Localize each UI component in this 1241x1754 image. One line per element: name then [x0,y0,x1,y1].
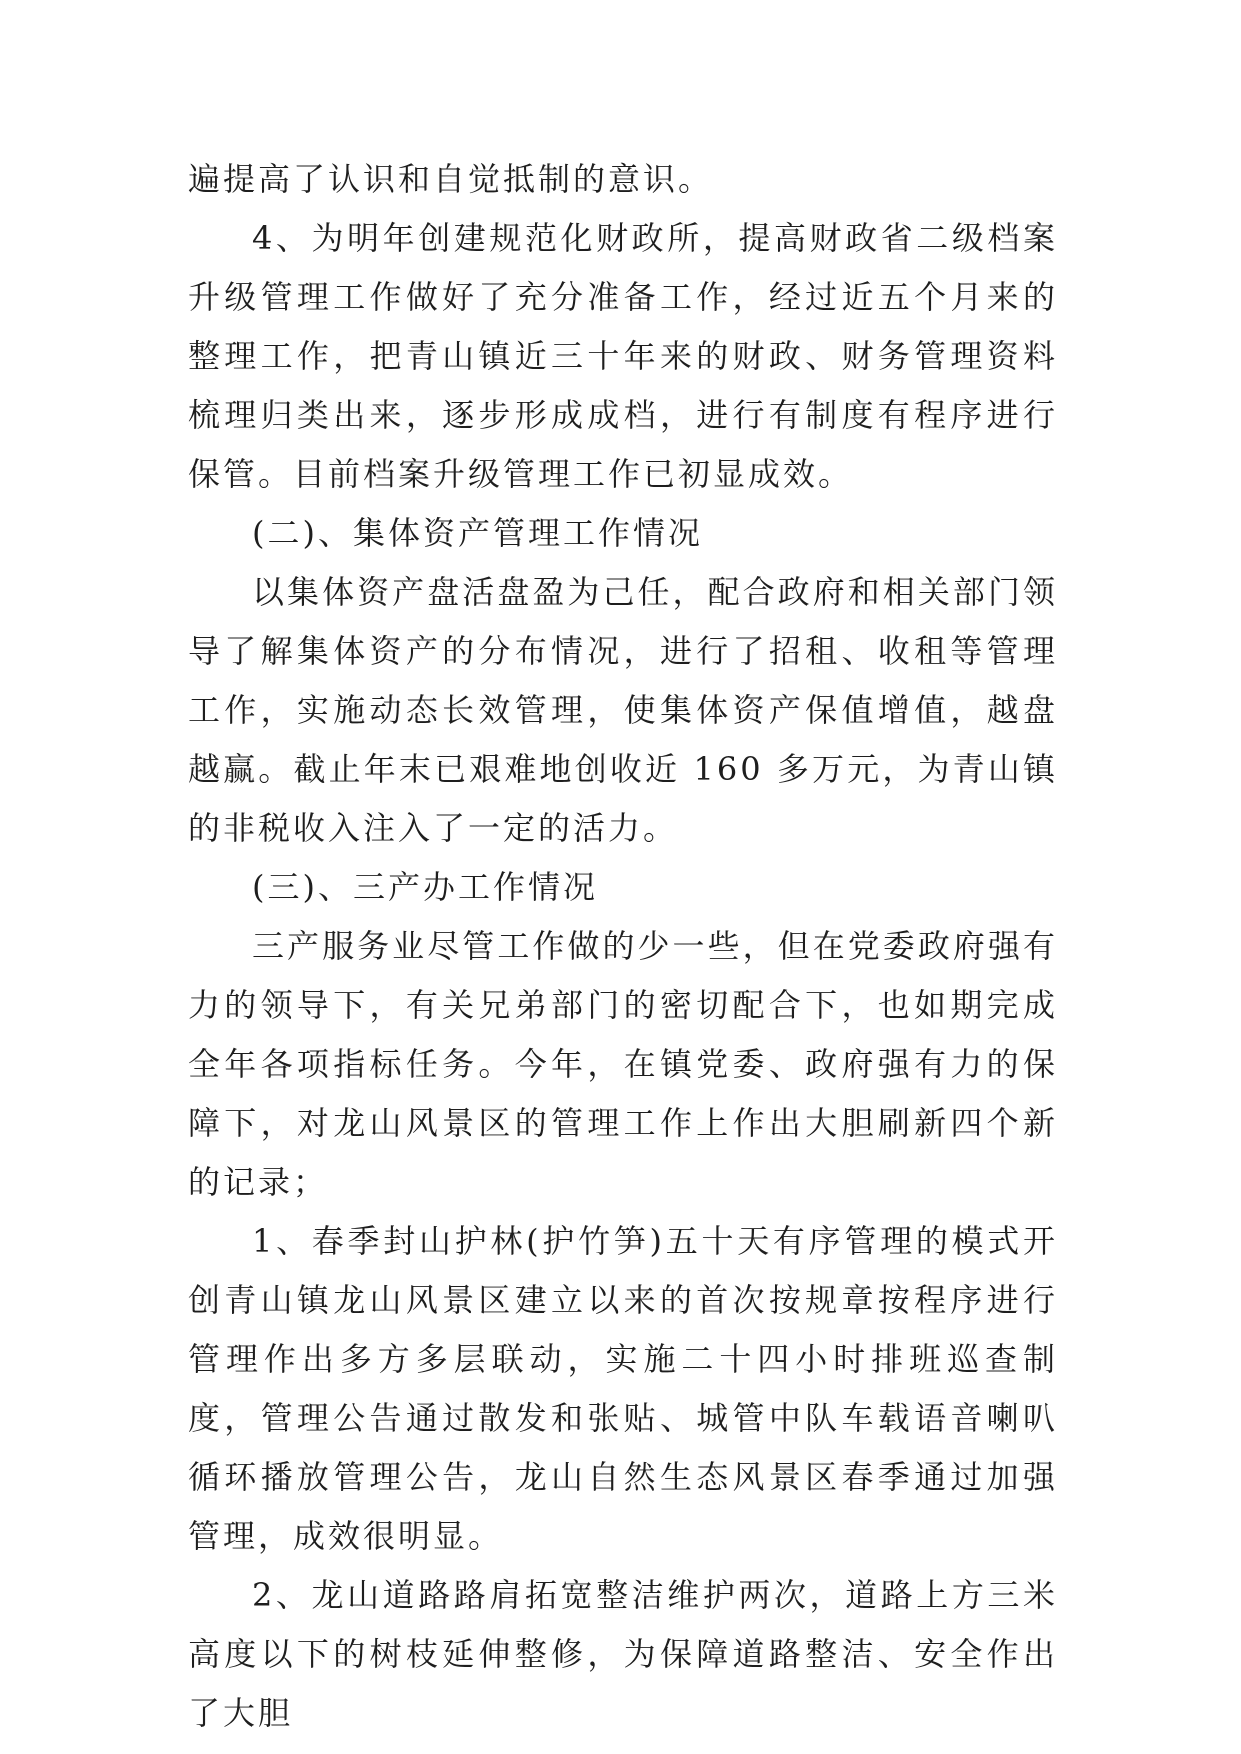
paragraph-continuation: 遍提高了认识和自觉抵制的意识。 [188,160,714,198]
document-body [188,150,1058,1743]
paragraph-collective-assets: 以集体资产盘活盘盈为己任，配合政府和相关部门领导了解集体资产的分布情况，进行了招租、收租等管理工作，实施动态长效管理，使集体资产保值增值，越盘越赢。截止年末已艰难地创收近 160 多万元，为青山镇的非税收入注入了一定的活力。 [188,573,1058,847]
paragraph-item-1-forest-protection: 1、春季封山护林(护竹笋)五十天有序管理的模式开创青山镇龙山风景区建立以来的首次按规章按程序进行管理作出多方多层联动，实施二十四小时排班巡查制度，管理公告通过散发和张贴、城管中队车载语音喇叭循环播放管理公告，龙山自然生态风景区春季通过加强管理，成效很明显。 [188,1222,1058,1555]
section-heading-tertiary-office: (三)、三产办工作情况 [252,868,598,906]
section-heading-collective-assets: (二)、集体资产管理工作情况 [252,514,703,552]
paragraph-tertiary-services: 三产服务业尽管工作做的少一些，但在党委政府强有力的领导下，有关兄弟部门的密切配合下，也如期完成全年各项指标任务。今年，在镇党委、政府强有力的保障下，对龙山风景区的管理工作上作出大胆刷新四个新的记录； [188,927,1058,1201]
paragraph-item-2-road-maintenance: 2、龙山道路路肩拓宽整洁维护两次，道路上方三米高度以下的树枝延伸整修，为保障道路整洁、安全作出了大胆 [188,1576,1058,1732]
paragraph-item-4-archives: 4、为明年创建规范化财政所，提高财政省二级档案升级管理工作做好了充分准备工作，经过近五个月来的整理工作，把青山镇近三十年来的财政、财务管理资料梳理归类出来，逐步形成成档，进行有制度有程序进行保管。目前档案升级管理工作已初显成效。 [188,219,1058,493]
